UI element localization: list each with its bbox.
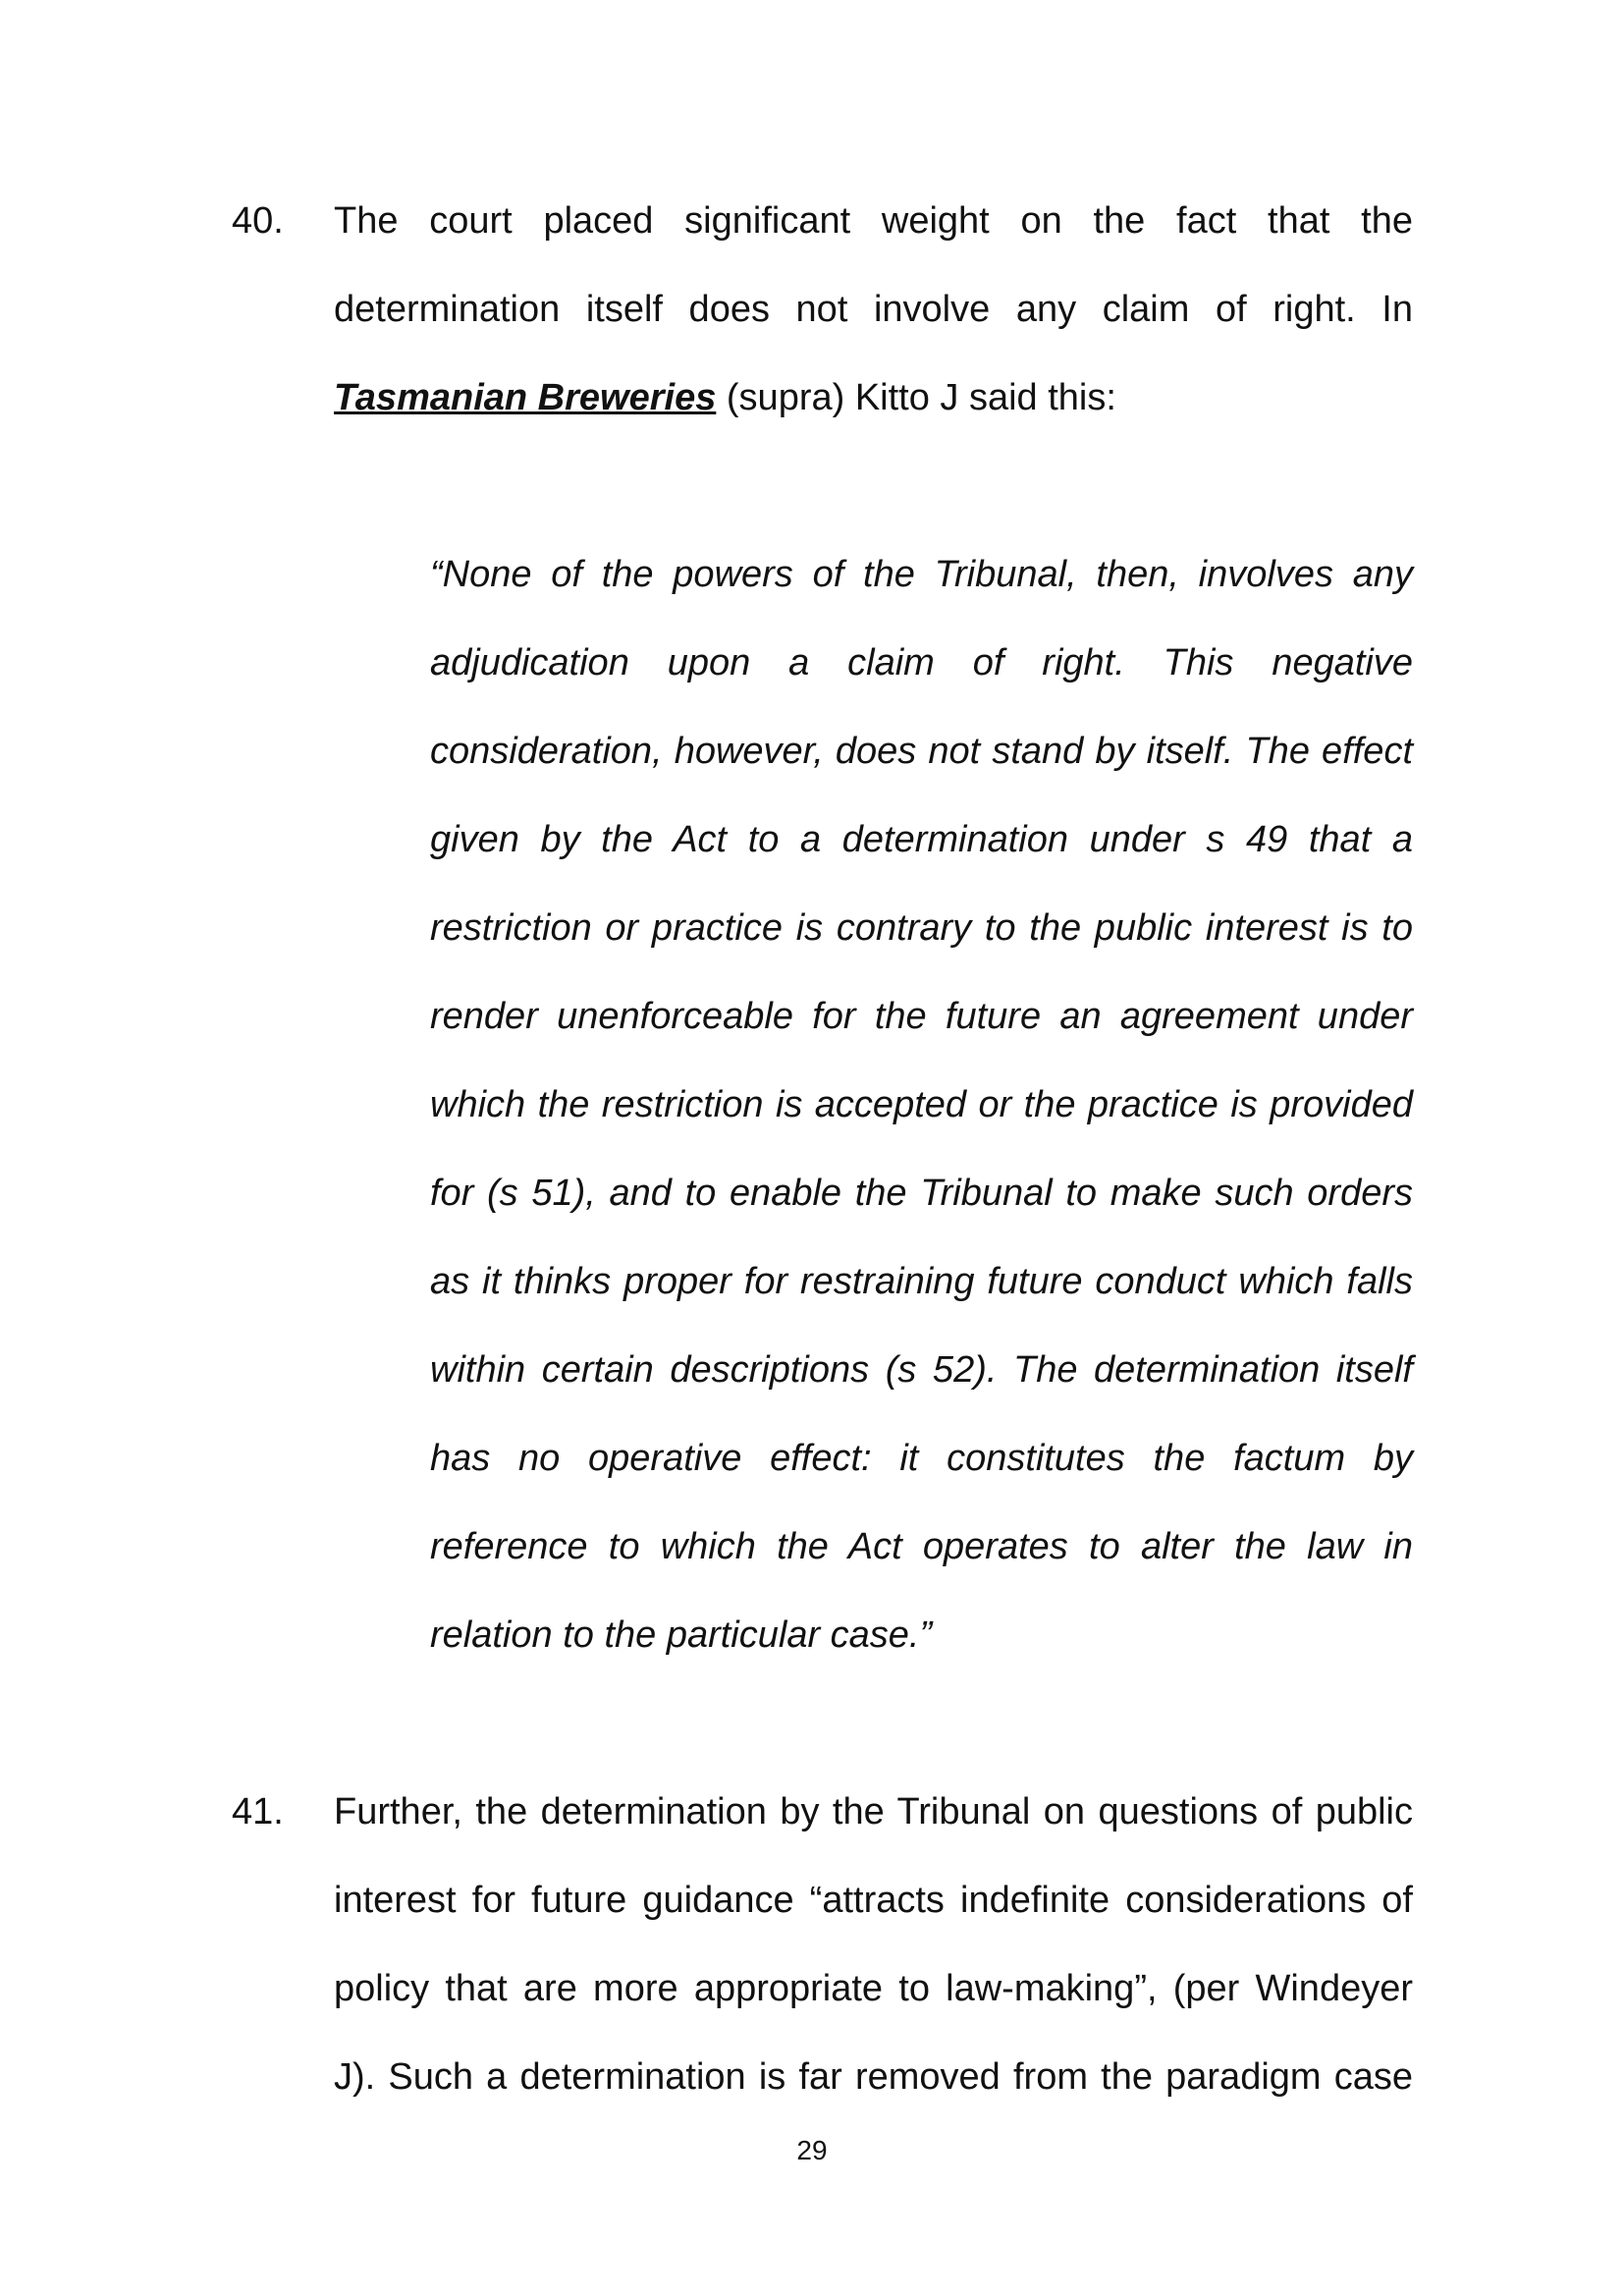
quote-line: consideration, however, does not stand by itself. The effect (430, 731, 1413, 772)
quote-line: for (s 51), and to enable the Tribunal to make such orders (430, 1173, 1413, 1214)
paragraph-41 (232, 1768, 1413, 2121)
quote-line: within certain descriptions (s 52). The determination itself (430, 1349, 1413, 1391)
quote-line: given by the Act to a determination under s 49 that a (430, 819, 1413, 860)
quote-line: adjudication upon a claim of right. This negative (430, 642, 1413, 683)
quote-line: as it thinks proper for restraining future conduct which falls (430, 1261, 1413, 1302)
paragraph-line (334, 354, 1413, 442)
paragraph-line: policy that are more appropriate to law-making”, (per Windeyer (334, 1968, 1413, 2009)
quote-line: relation to the particular case.” (430, 1614, 933, 1656)
quote-line: restriction or practice is contrary to the public interest is to (430, 907, 1413, 949)
paragraph-line: Further, the determination by the Tribunal on questions of public (334, 1791, 1413, 1832)
case-name: Tasmanian Breweries (334, 377, 717, 418)
quote-line: which the restriction is accepted or the practice is provided (430, 1084, 1413, 1125)
paragraph-line: The court placed significant weight on the fact that the (334, 200, 1413, 242)
quote-line: “None of the powers of the Tribunal, then, involves any (430, 554, 1413, 595)
paragraph-line: J). Such a determination is far removed from the paradigm case (334, 2056, 1413, 2098)
page-number: 29 (796, 2135, 828, 2165)
paragraph-line: determination itself does not involve any claim of right. In (334, 289, 1413, 330)
quote-line: render unenforceable for the future an agreement under (430, 996, 1413, 1037)
block-quote (430, 530, 1413, 1679)
paragraph-number: 41. (232, 1791, 284, 1832)
paragraph-number: 40. (232, 200, 284, 242)
paragraph-40 (232, 177, 1413, 442)
paragraph-text: (supra) Kitto J said this: (716, 377, 1116, 418)
quote-line: reference to which the Act operates to alter the law in (430, 1526, 1413, 1567)
quote-line: has no operative effect: it constitutes the factum by (430, 1438, 1413, 1479)
paragraph-line: interest for future guidance “attracts indefinite considerations of (334, 1880, 1413, 1921)
